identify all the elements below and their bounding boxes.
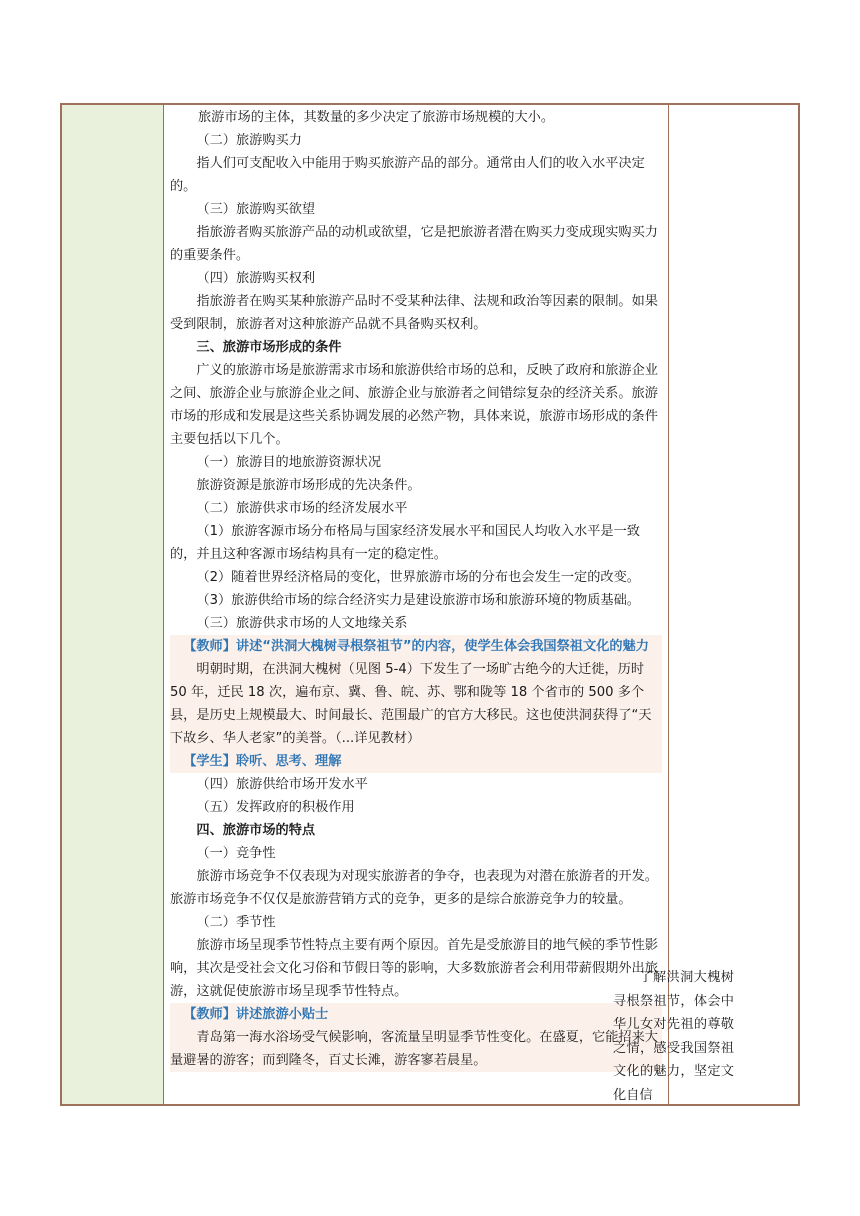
- paragraph: 指旅游者购买旅游产品的动机或欲望，它是把旅游者潜在购买力变成现实购买力的重要条件。: [170, 225, 658, 263]
- subheading: （二）季节性: [196, 915, 276, 930]
- subheading: （三）旅游供求市场的人文地缘关系: [196, 616, 408, 631]
- left-column: [62, 105, 164, 1104]
- subheading: （三）旅游购买欲望: [196, 202, 316, 217]
- paragraph: 旅游市场竞争不仅表现为对现实旅游者的争夺，也表现为对潜在旅游者的开发。旅游市场竞争不仅仅是旅游营销方式的竞争，更多的是综合旅游竞争力的较量。: [170, 869, 658, 907]
- section-heading: 三、旅游市场形成的条件: [196, 340, 342, 355]
- paragraph: （3）旅游供给市场的综合经济实力是建设旅游市场和旅游环境的物质基础。: [196, 593, 640, 608]
- tips-block: [170, 1003, 662, 1072]
- subheading: （一）竞争性: [196, 846, 276, 861]
- main-content: [170, 105, 662, 1072]
- teacher-label: 【教师】讲述“洪洞大槐树寻根祭祖节”的内容，使学生体会我国祭祖文化的魅力: [183, 639, 649, 654]
- paragraph: 旅游资源是旅游市场形成的先决条件。: [196, 478, 421, 493]
- section-heading: 四、旅游市场的特点: [196, 823, 316, 838]
- paragraph: 广义的旅游市场是旅游需求市场和旅游供给市场的总和，反映了政府和旅游企业之间、旅游企业与旅游企业之间、旅游企业与旅游者之间错综复杂的经济关系。旅游市场的形成和发展是这些关系协调发展的必然产物，具体来说，旅游市场形成的条件主要包括以下几个。: [170, 363, 658, 447]
- subheading: （五）发挥政府的积极作用: [196, 800, 355, 815]
- paragraph: 指旅游者在购买某种旅游产品时不受某种法律、法规和政治等因素的限制。如果受到限制，旅游者对这种旅游产品就不具备购买权利。: [170, 294, 658, 332]
- subheading: （四）旅游购买权利: [196, 271, 316, 286]
- subheading: （二）旅游供求市场的经济发展水平: [196, 501, 408, 516]
- teaching-objective-note: 了解洪洞大槐树寻根祭祖节，体会中华儿女对先祖的尊敬之情，感受我国祭祖文化的魅力，坚定文化自信: [613, 970, 734, 1103]
- paragraph: 旅游市场的主体，其数量的多少决定了旅游市场规模的大小。: [198, 110, 555, 125]
- student-label: 【学生】聆听、思考、理解: [183, 754, 342, 769]
- teacher-activity-block: [170, 635, 662, 773]
- lesson-table: [60, 103, 800, 1106]
- paragraph: （2）随着世界经济格局的变化，世界旅游市场的分布也会发生一定的改变。: [196, 570, 640, 585]
- subheading: （一）旅游目的地旅游资源状况: [196, 455, 382, 470]
- teacher-label: 【教师】讲述旅游小贴士: [183, 1007, 329, 1022]
- paragraph: 旅游市场呈现季节性特点主要有两个原因。首先是受旅游目的地气候的季节性影响，其次是受社会文化习俗和节假日等的影响，大多数旅游者会利用带薪假期外出旅游，这就促使旅游市场呈现季节性特点。: [170, 938, 658, 999]
- paragraph: 指人们可支配收入中能用于购买旅游产品的部分。通常由人们的收入水平决定的。: [170, 156, 645, 194]
- right-column: [668, 105, 800, 1104]
- paragraph: 青岛第一海水浴场受气候影响，客流量呈明显季节性变化。在盛夏，它能招来大量避暑的游客；而到隆冬，百丈长滩，游客寥若晨星。: [170, 1030, 658, 1068]
- paragraph: （1）旅游客源市场分布格局与国家经济发展水平和国民人均收入水平是一致的，并且这种客源市场结构具有一定的稳定性。: [170, 524, 640, 562]
- paragraph: 明朝时期，在洪洞大槐树（见图 5-4）下发生了一场旷古绝今的大迁徙，历时 50 年，迁民 18 次，遍布京、冀、鲁、皖、苏、鄂和陇等 18 个省市的 500 多个县，是历史上规模最大、时间最长、范围最广的官方大移民。这也使洪洞获得了“天下故乡、华人老家”的美誉。（...详见教材）: [170, 662, 652, 746]
- subheading: （四）旅游供给市场开发水平: [196, 777, 368, 792]
- subheading: （二）旅游购买力: [196, 133, 302, 148]
